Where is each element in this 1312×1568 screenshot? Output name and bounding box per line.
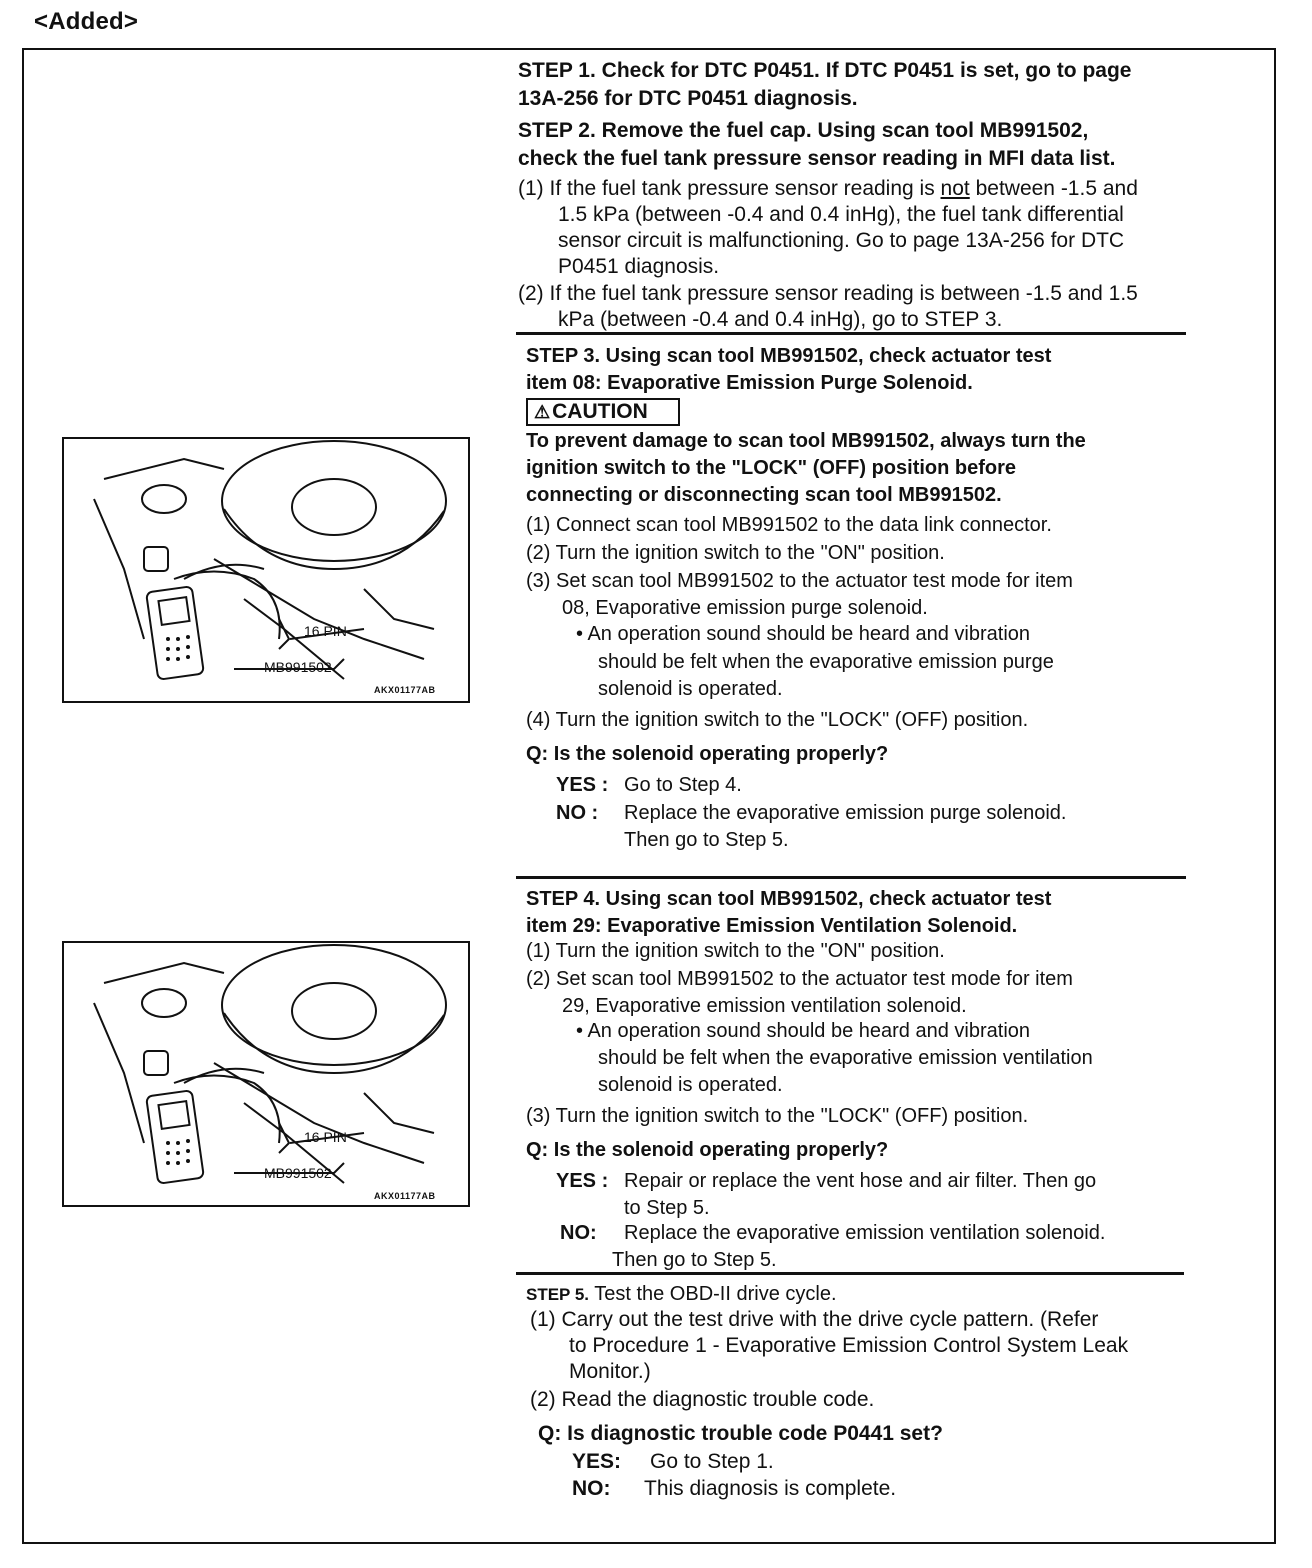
step3-bullet-line3: solenoid is operated.	[598, 678, 783, 700]
divider-step3	[516, 876, 1186, 879]
step4-no-label: NO:	[560, 1222, 597, 1244]
divider-step2	[516, 332, 1186, 335]
step4-line1: STEP 4. Using scan tool MB991502, check actuator test	[526, 888, 1052, 910]
step3-yes-label: YES :	[556, 774, 609, 796]
figure1-pin-label: 16 PIN	[304, 623, 347, 639]
divider-step4	[516, 1272, 1184, 1275]
step1-line2: 13A-256 for DTC P0451 diagnosis.	[518, 87, 858, 110]
figure2-pin-label: 16 PIN	[304, 1129, 347, 1145]
step3-no-line2: Then go to Step 5.	[624, 829, 789, 851]
step3-bullet-line2: should be felt when the evaporative emission purge	[598, 651, 1054, 673]
step5-item1-line3: Monitor.)	[569, 1360, 651, 1383]
step2-item2-line1: (2) If the fuel tank pressure sensor reading is between -1.5 and 1.5	[518, 282, 1138, 305]
step3-line1: STEP 3. Using scan tool MB991502, check actuator test	[526, 345, 1052, 367]
figure-scan-tool-connection-1	[62, 437, 470, 703]
step3-no-line1: Replace the evaporative emission purge solenoid.	[624, 802, 1067, 824]
step2-line2: check the fuel tank pressure sensor reading in MFI data list.	[518, 147, 1116, 170]
step3-item2: (2) Turn the ignition switch to the "ON" position.	[526, 542, 945, 564]
step5-heading: STEP 5. Test the OBD-II drive cycle.	[526, 1283, 837, 1305]
figure-scan-tool-connection-2	[62, 941, 470, 1207]
step4-no-line1: Replace the evaporative emission ventilation solenoid.	[624, 1222, 1106, 1244]
step3-bullet-line1: • An operation sound should be heard and vibration	[576, 623, 1031, 645]
step3-item3-line2: 08, Evaporative emission purge solenoid.	[562, 597, 928, 619]
step5-yes-text: Go to Step 1.	[650, 1450, 774, 1473]
step4-question: Q: Is the solenoid operating properly?	[526, 1139, 889, 1161]
step4-bullet-line1: • An operation sound should be heard and vibration	[576, 1020, 1031, 1042]
step4-bullet-line3: solenoid is operated.	[598, 1074, 783, 1096]
figure2-tool-label: MB991502	[264, 1165, 332, 1181]
step3-line2: item 08: Evaporative Emission Purge Solenoid.	[526, 372, 973, 394]
step5-no-label: NO:	[572, 1477, 611, 1500]
step3-item1: (1) Connect scan tool MB991502 to the data link connector.	[526, 514, 1052, 536]
step5-no-text: This diagnosis is complete.	[644, 1477, 897, 1500]
step4-item2-line1: (2) Set scan tool MB991502 to the actuator test mode for item	[526, 968, 1073, 990]
step4-yes-label: YES :	[556, 1170, 609, 1192]
caution-line1: To prevent damage to scan tool MB991502, always turn the	[526, 430, 1086, 452]
figure2-code: AKX01177AB	[374, 1191, 436, 1201]
figure1-code: AKX01177AB	[374, 685, 436, 695]
step2-item1-line4: P0451 diagnosis.	[558, 255, 720, 278]
step2-item1-line3: sensor circuit is malfunctioning. Go to page 13A-256 for DTC	[558, 229, 1125, 252]
figure1-tool-label: MB991502	[264, 659, 332, 675]
step1-line1: STEP 1. Check for DTC P0451. If DTC P0451 is set, go to page	[518, 59, 1132, 82]
added-tag: <Added>	[34, 8, 139, 35]
step4-item3: (3) Turn the ignition switch to the "LOCK" (OFF) position.	[526, 1105, 1029, 1127]
step3-item3-line1: (3) Set scan tool MB991502 to the actuator test mode for item	[526, 570, 1073, 592]
step5-item1-line1: (1) Carry out the test drive with the drive cycle pattern. (Refer	[530, 1308, 1099, 1331]
step4-yes-line2: to Step 5.	[624, 1197, 710, 1219]
step3-item4: (4) Turn the ignition switch to the "LOCK" (OFF) position.	[526, 709, 1029, 731]
step4-item1: (1) Turn the ignition switch to the "ON" position.	[526, 940, 945, 962]
step3-question: Q: Is the solenoid operating properly?	[526, 743, 889, 765]
step4-no-line2: Then go to Step 5.	[612, 1249, 777, 1271]
step5-yes-label: YES:	[572, 1450, 622, 1473]
step4-yes-line1: Repair or replace the vent hose and air filter. Then go	[624, 1170, 1097, 1192]
step5-item2: (2) Read the diagnostic trouble code.	[530, 1388, 875, 1411]
caution-line3: connecting or disconnecting scan tool MB991502.	[526, 484, 1002, 506]
step3-yes-text: Go to Step 4.	[624, 774, 742, 796]
step4-item2-line2: 29, Evaporative emission ventilation solenoid.	[562, 995, 967, 1017]
step5-question: Q: Is diagnostic trouble code P0441 set?	[538, 1422, 943, 1445]
step3-no-label: NO :	[556, 802, 599, 824]
step2-line1: STEP 2. Remove the fuel cap. Using scan tool MB991502,	[518, 119, 1089, 142]
step4-bullet-line2: should be felt when the evaporative emission ventilation	[598, 1047, 1093, 1069]
step5-item1-line2: to Procedure 1 - Evaporative Emission Control System Leak	[569, 1334, 1129, 1357]
caution-box: ⚠CAUTION	[526, 398, 680, 426]
step2-item1-line2: 1.5 kPa (between -0.4 and 0.4 inHg), the fuel tank differential	[558, 203, 1124, 226]
warning-triangle-icon: ⚠	[534, 402, 551, 422]
caution-line2: ignition switch to the "LOCK" (OFF) position before	[526, 457, 1017, 479]
step4-line2: item 29: Evaporative Emission Ventilation Solenoid.	[526, 915, 1018, 937]
step2-item2-line2: kPa (between -0.4 and 0.4 inHg), go to STEP 3.	[558, 308, 1003, 331]
step2-item1-line1: (1) If the fuel tank pressure sensor reading is not between -1.5 and	[518, 177, 1138, 200]
